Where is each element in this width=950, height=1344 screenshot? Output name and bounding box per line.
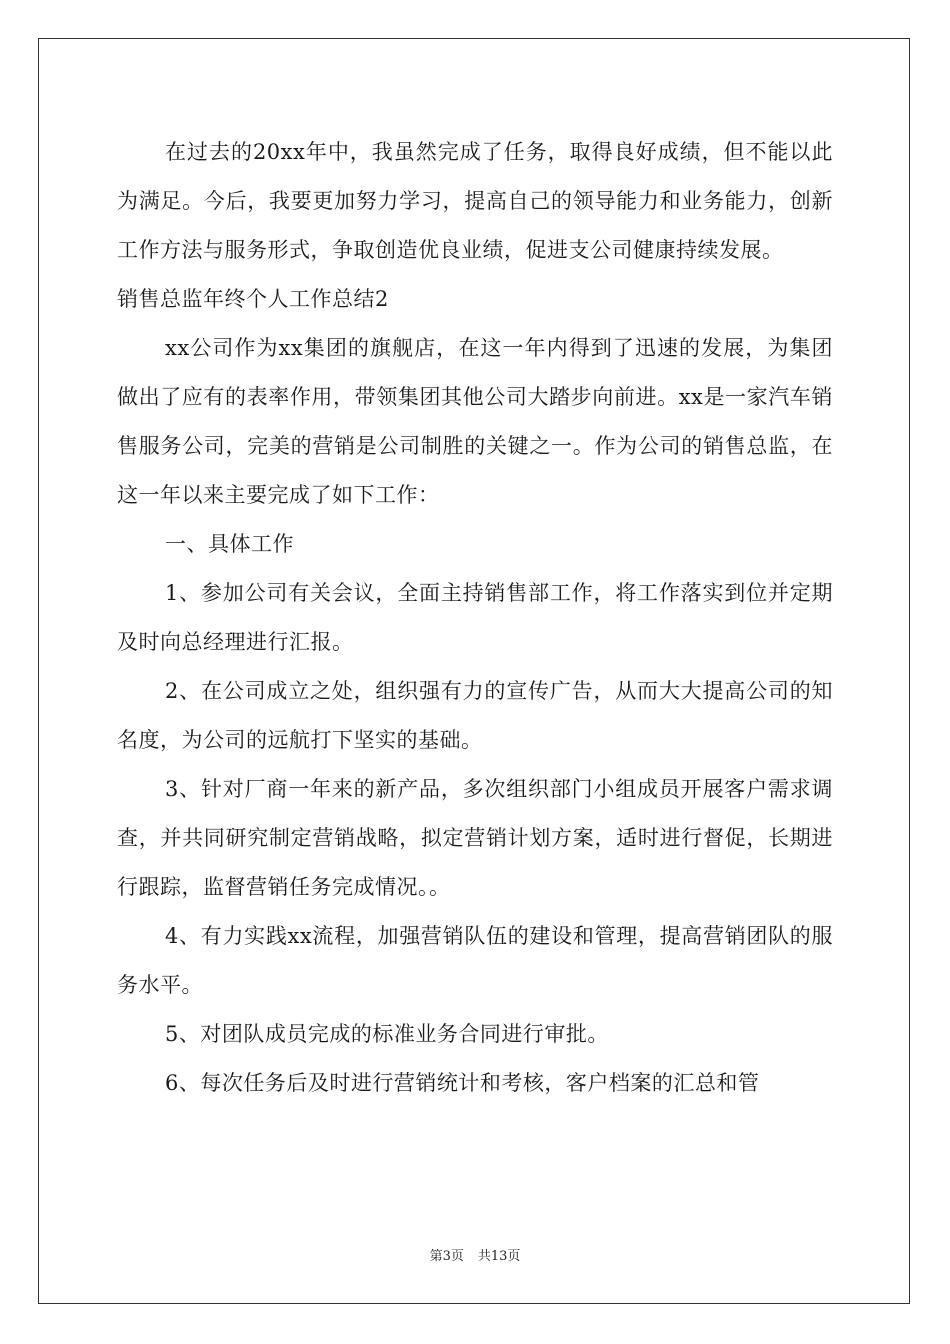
list-item-5: 5、对团队成员完成的标准业务合同进行审批。 <box>165 1022 609 1046</box>
page-number: 第3页 <box>429 1249 464 1264</box>
list-item-6: 6、每次任务后及时进行营销统计和考核，客户档案的汇总和管 <box>165 1071 760 1095</box>
subheading-specific-work: 一、具体工作 <box>165 532 294 556</box>
section-heading: 销售总监年终个人工作总结2 <box>117 287 389 311</box>
list-item-1: 1、参加公司有关会议，全面主持销售部工作，将工作落实到位并定期及时向总经理进行汇报。 <box>117 581 833 654</box>
list-item-2: 2、在公司成立之处，组织强有力的宣传广告，从而大大提高公司的知名度，为公司的远航打下坚实的基础。 <box>117 679 833 752</box>
page-footer <box>0 1248 950 1266</box>
page-total: 共13页 <box>477 1249 521 1264</box>
list-item-3: 3、针对厂商一年来的新产品，多次组织部门小组成员开展客户需求调查，并共同研究制定营销战略，拟定营销计划方案，适时进行督促，长期进行跟踪，监督营销任务完成情况。。 <box>117 777 833 899</box>
document-body <box>117 128 833 1108</box>
paragraph-conclusion: 在过去的20xx年中，我虽然完成了任务，取得良好成绩，但不能以此为满足。今后，我要更加努力学习，提高自己的领导能力和业务能力，创新工作方法与服务形式，争取创造优良业绩，促进支公司健康持续发展。 <box>117 140 833 262</box>
list-item-4: 4、有力实践xx流程，加强营销队伍的建设和管理，提高营销团队的服务水平。 <box>117 924 833 997</box>
paragraph-intro: xx公司作为xx集团的旗舰店，在这一年内得到了迅速的发展，为集团做出了应有的表率作用，带领集团其他公司大踏步向前进。xx是一家汽车销售服务公司，完美的营销是公司制胜的关键之一。作为公司的销售总监，在这一年以来主要完成了如下工作： <box>117 336 833 507</box>
